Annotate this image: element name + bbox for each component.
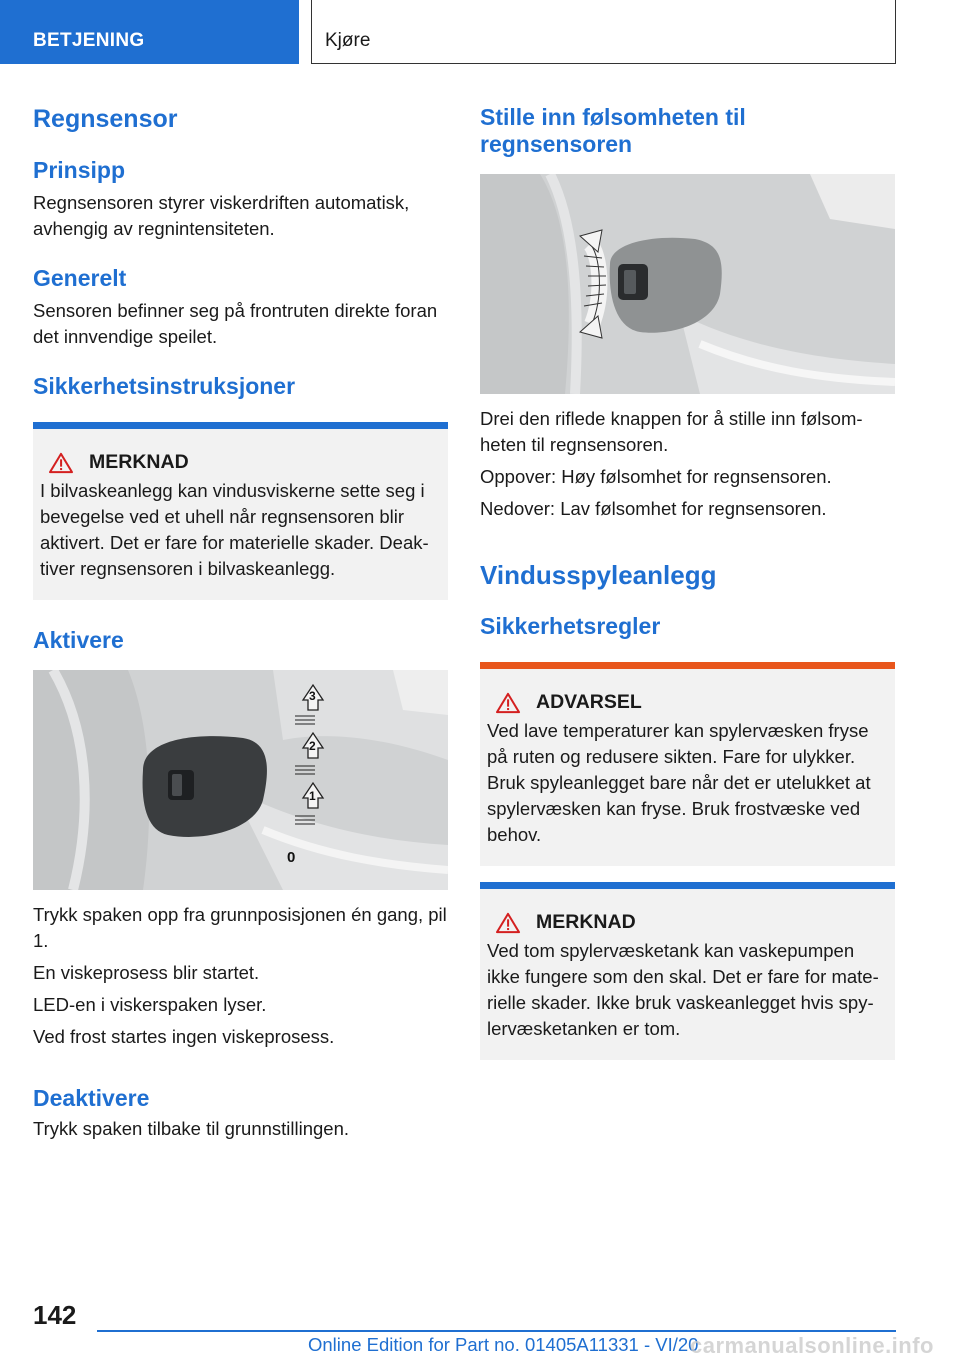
principle-heading: Prinsipp xyxy=(33,157,126,183)
page-number: 142 xyxy=(33,1300,77,1330)
page-title: Regnsensor xyxy=(33,105,178,133)
sensitivity-text-1: Drei den riflede knappen for å stille inn følsomheten til regnsensoren. xyxy=(480,408,863,455)
notice-box xyxy=(33,422,448,600)
figure-label-1: 1 xyxy=(309,789,316,803)
safety-heading: Sikkerhetsinstruksjoner xyxy=(33,373,296,399)
general-text: Sensoren befinner seg på frontruten direkte foran det innvendige speilet. xyxy=(33,300,438,347)
warning-box xyxy=(480,662,895,866)
activate-heading: Aktivere xyxy=(33,627,124,653)
general-heading: Generelt xyxy=(33,265,127,291)
watermark: carmanualsonline.info xyxy=(690,1333,934,1358)
footer-edition: Online Edition for Part no. 01405A11331 - VI/20 xyxy=(308,1334,699,1355)
warning-title: ADVARSEL xyxy=(536,691,642,713)
rules-heading: Sikkerhetsregler xyxy=(480,613,661,639)
activate-text-4: Ved frost startes ingen viskeprosess. xyxy=(33,1026,335,1047)
notice-bar xyxy=(33,422,448,429)
warning-text: Ved lave temperaturer kan spylervæsken fryse på ruten og redusere sikten. Fare for ulykker. Bruk spyleanlegget bare når det er utelukket at spylervæsken kan fryse. Bruk frostvæske ved behov. xyxy=(487,720,871,845)
principle-text: Regnsensoren styrer viskerdriften automatisk, avhengig av regnintensiteten. xyxy=(33,192,410,239)
sensitivity-heading: Stille inn følsomheten til regnsensoren xyxy=(480,104,746,157)
figure-label-2: 2 xyxy=(309,739,316,753)
sensitivity-knob-figure xyxy=(480,174,895,394)
warning-triangle-icon xyxy=(47,452,75,474)
notice-text: I bilvaskeanlegg kan vindusviskerne sette seg i bevegelse ved et uhell når regnsensoren blir aktivert. Det er fare for materielle skader. Deaktiver regnsensoren i bilvaskeanlegg. xyxy=(40,480,429,579)
activate-text-3: LED-en i viskerspaken lyser. xyxy=(33,994,267,1015)
deactivate-text: Trykk spaken tilbake til grunnstillingen. xyxy=(33,1118,350,1139)
sensitivity-text-2: Oppover: Høy følsomhet for regnsensoren. xyxy=(480,466,832,487)
warning-bar xyxy=(480,662,895,669)
washer-heading: Vindusspyleanlegg xyxy=(480,560,717,590)
left-column xyxy=(33,100,448,1142)
sensitivity-text-3: Nedover: Lav følsomhet for regnsensoren. xyxy=(480,498,827,519)
notice-text-right: Ved tom spylervæsketank kan vaskepumpen ikke fungere som den skal. Det er fare for materielle skader. Ikke bruk vaskeanlegget hvis spylervæsketanken er tom. xyxy=(487,940,879,1039)
footer-divider xyxy=(97,1330,896,1332)
warning-triangle-icon xyxy=(494,692,522,714)
notice-bar-right xyxy=(480,882,895,889)
notice-box-right xyxy=(480,882,895,1060)
activate-text-2: En viskeprosess blir startet. xyxy=(33,962,260,983)
notice-title-right: MERKNAD xyxy=(536,911,636,933)
wiper-stalk-figure xyxy=(33,670,448,890)
right-column xyxy=(480,100,895,1060)
activate-text-1: Trykk spaken opp fra grunnposisjonen én gang, pil 1. xyxy=(33,904,447,951)
chapter-tab: BETJENING xyxy=(0,0,299,64)
section-title: Kjøre xyxy=(311,0,896,64)
deactivate-heading: Deaktivere xyxy=(33,1085,150,1111)
figure-label-0: 0 xyxy=(287,849,296,866)
warning-triangle-icon xyxy=(494,912,522,934)
notice-title: MERKNAD xyxy=(89,451,189,473)
figure-label-3: 3 xyxy=(309,689,316,703)
